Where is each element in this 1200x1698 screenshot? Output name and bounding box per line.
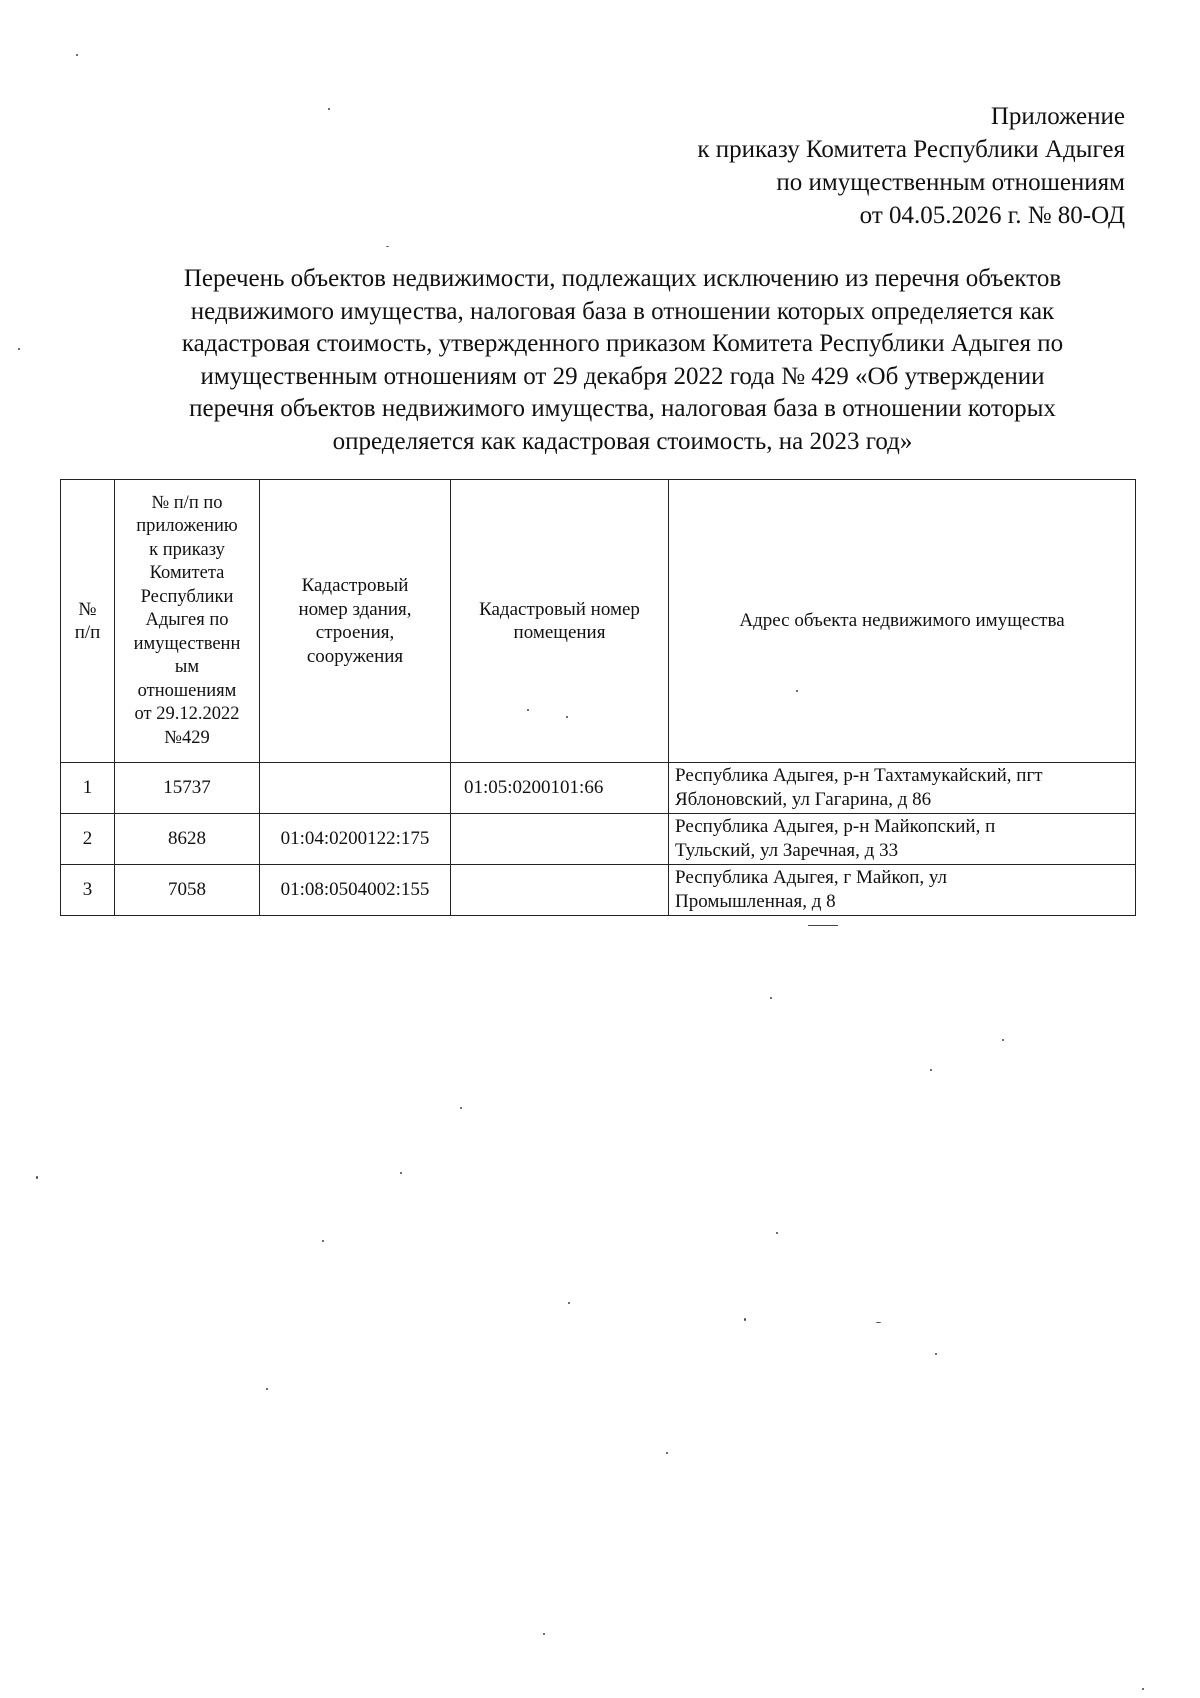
scan-speck: [328, 108, 330, 110]
scan-speck: [744, 1318, 746, 1321]
scan-speck: [543, 1633, 545, 1635]
scan-speck: [322, 1240, 324, 1242]
cell-address: Республика Адыгея, г Майкоп, ул Промышленная, д 8: [669, 865, 1136, 916]
scan-speck: [386, 246, 389, 247]
table-row: [61, 814, 1136, 865]
scan-speck: [400, 1172, 402, 1174]
title-line: Перечень объектов недвижимости, подлежащих исключению из перечня объектов: [183, 265, 1062, 292]
scan-speck: [935, 1353, 937, 1355]
cell-building-cadastral: [260, 763, 451, 814]
scan-speck: [666, 1452, 668, 1454]
cell-num: 3: [61, 865, 115, 916]
cell-num: 1: [61, 763, 115, 814]
attachment-header: [525, 100, 1125, 232]
header-building-cadastral: Кадастровый номер здания, строения, сооружения: [260, 480, 451, 763]
scan-speck: [36, 1176, 38, 1179]
header-address: Адрес объекта недвижимого имущества: [669, 480, 1136, 763]
cell-room-cadastral: [451, 865, 669, 916]
title-line: перечня объектов недвижимого имущества, налоговая база в отношении которых: [189, 395, 1056, 422]
cell-ref-number: 8628: [115, 814, 260, 865]
cell-building-cadastral: 01:04:0200122:175: [260, 814, 451, 865]
header-num: № п/п: [61, 480, 115, 763]
header-room-cadastral: Кадастровый номер помещения: [451, 480, 669, 763]
cell-address: Республика Адыгея, р-н Тахтамукайский, пгт Яблоновский, ул Гагарина, д 86: [669, 763, 1136, 814]
attachment-date-number: от 04.05.2026 г. № 80-ОД: [859, 202, 1125, 229]
table-header-row: [61, 480, 1136, 763]
scan-speck: [527, 709, 529, 711]
table-row: [61, 763, 1136, 814]
scan-speck: [76, 54, 78, 56]
scan-speck: [770, 997, 772, 999]
document-title: [110, 263, 1135, 458]
scan-speck: [1142, 1688, 1144, 1690]
scan-speck: [266, 1388, 268, 1390]
scan-speck: [876, 1322, 881, 1323]
property-table: [60, 479, 1136, 916]
cell-ref-number: 7058: [115, 865, 260, 916]
cell-num: 2: [61, 814, 115, 865]
scan-speck: [796, 690, 798, 692]
table-row: [61, 865, 1136, 916]
header-ref-number: № п/п по приложению к приказу Комитета Республики Адыгея по имущественн ым отношениям от 29.12.2022 №429: [115, 480, 260, 763]
attachment-label: Приложение: [990, 103, 1125, 130]
scan-speck: [930, 1069, 932, 1071]
scan-speck: [1002, 1039, 1004, 1041]
scan-speck: [566, 716, 568, 718]
scan-speck: [568, 1302, 570, 1304]
cell-room-cadastral: [451, 814, 669, 865]
title-line: недвижимого имущества, налоговая база в отношении которых определяется как: [190, 297, 1055, 325]
cell-building-cadastral: 01:08:0504002:155: [260, 865, 451, 916]
scan-speck: [808, 925, 838, 926]
title-line: имущественным отношениям от 29 декабря 2022 года № 429 «Об утверждении: [200, 362, 1045, 390]
scan-speck: [776, 1232, 778, 1234]
cell-address: Республика Адыгея, р-н Майкопский, п Тульский, ул Заречная, д 33: [669, 814, 1136, 865]
attachment-order-ref: к приказу Комитета Республики Адыгея: [697, 136, 1125, 163]
title-line: определяется как кадастровая стоимость, на 2023 год»: [332, 427, 913, 455]
cell-room-cadastral: 01:05:0200101:66: [451, 763, 669, 814]
scan-speck: [460, 1107, 462, 1109]
cell-ref-number: 15737: [115, 763, 260, 814]
attachment-department: по имущественным отношениям: [776, 169, 1125, 196]
scan-speck: [18, 348, 20, 350]
title-line: кадастровая стоимость, утвержденного приказом Комитета Республики Адыгея по: [181, 330, 1064, 357]
